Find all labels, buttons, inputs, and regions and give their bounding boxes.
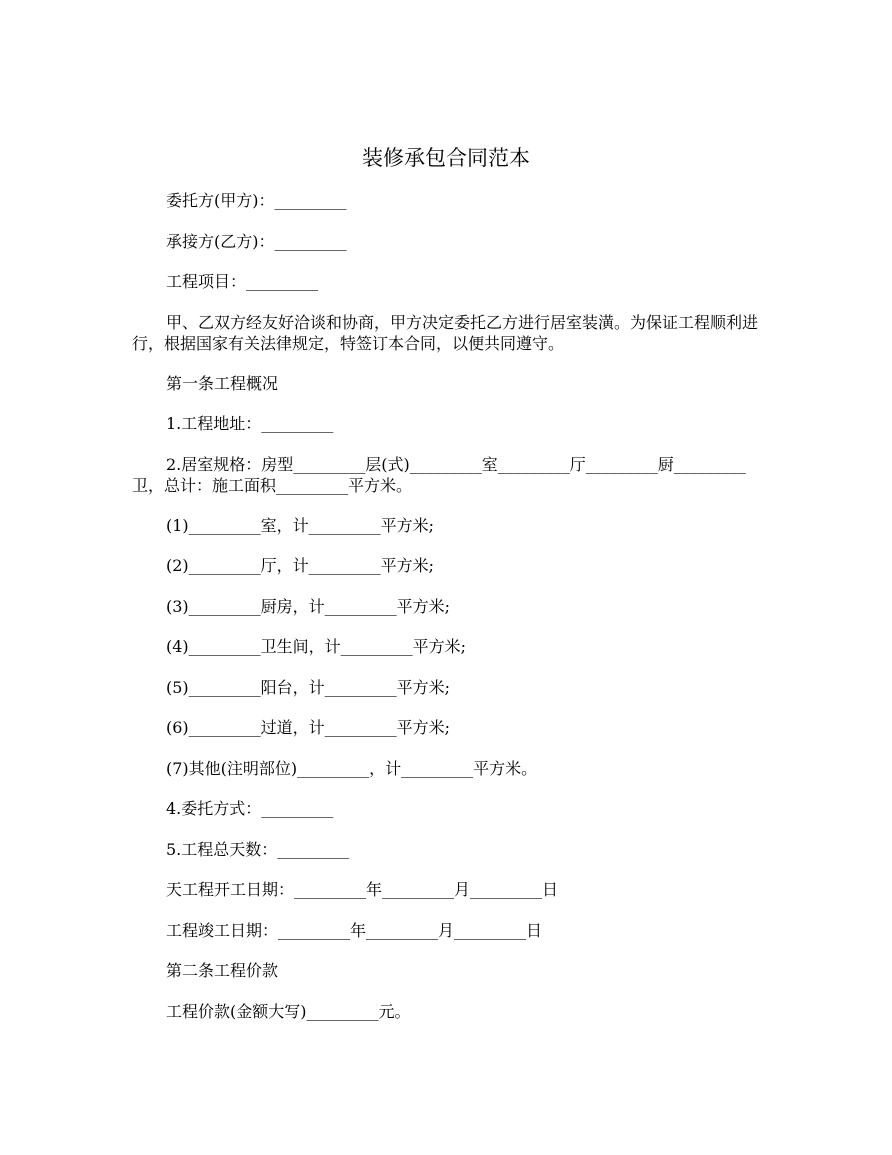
- room-item-2: (2)_________厅，计_________平方米;: [166, 556, 435, 575]
- price-line: 工程价款(金额大写)_________元。: [166, 1002, 411, 1021]
- room-item-6: (6)_________过道，计_________平方米;: [166, 718, 451, 737]
- article-2-heading: 第二条工程价款: [166, 961, 279, 980]
- commission-method-line: 4.委托方式：_________: [166, 799, 334, 818]
- total-days-line: 5.工程总天数：_________: [166, 840, 350, 859]
- room-item-4: (4)_________卫生间，计_________平方米;: [166, 637, 467, 656]
- room-item-3: (3)_________厨房，计_________平方米;: [166, 597, 451, 616]
- room-item-7: (7)其他(注明部位)_________，计_________平方米。: [166, 759, 538, 778]
- room-spec-paragraph: 2.居室规格：房型_________层(式)_________室_________厅_________厨_________卫，总计：施工面积_________平方米。: [132, 455, 746, 495]
- room-item-1: (1)_________室，计_________平方米;: [166, 516, 435, 535]
- document-title: 装修承包合同范本: [362, 146, 530, 170]
- project-line: 工程项目：_________: [166, 272, 319, 291]
- room-item-5: (5)_________阳台，计_________平方米;: [166, 678, 451, 697]
- party-a-line: 委托方(甲方)：_________: [166, 191, 347, 210]
- preamble-paragraph: 甲、乙双方经友好洽谈和协商，甲方决定委托乙方进行居室装潢。为保证工程顺利进行，根据国家有关法律规定，特签订本合同，以便共同遵守。: [132, 313, 759, 353]
- party-b-line: 承接方(乙方)：_________: [166, 232, 347, 251]
- start-date-line: 天工程开工日期：_________年_________月_________日: [166, 880, 559, 899]
- project-address-line: 1.工程地址：_________: [166, 414, 334, 433]
- completion-date-line: 工程竣工日期：_________年_________月_________日: [166, 921, 543, 940]
- article-1-heading: 第一条工程概况: [166, 374, 279, 393]
